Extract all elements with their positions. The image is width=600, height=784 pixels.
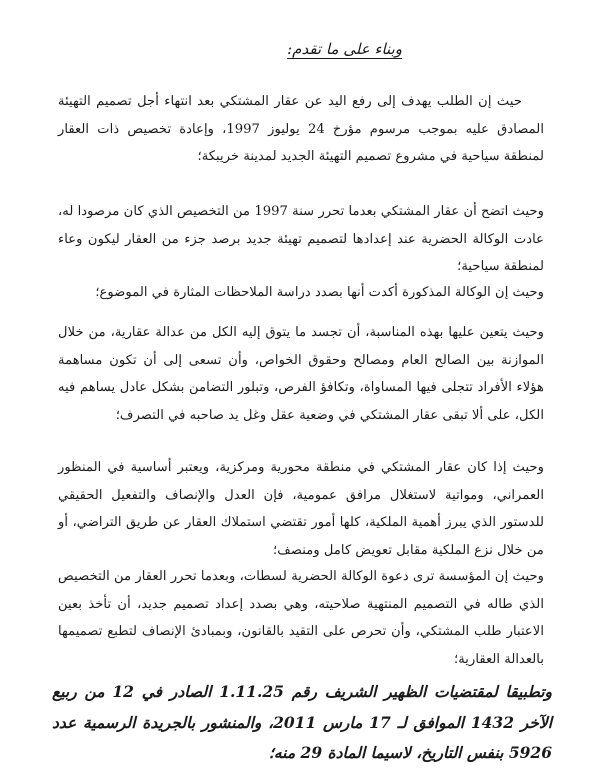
- section-heading: وبناء على ما تقدم:: [287, 40, 402, 58]
- paragraph-6: وحيث إن المؤسسة ترى دعوة الوكالة الحضرية لسطات، وبعدما تحرر العقار من التخصيص الذي طاله في التصميم المنتهية صلاحيته، وهي بصدد إعداد تصميم جديد، أن تأخذ بعين الاعتبار طلب المشتكي، وأن تحرص على التقيد بالقانون، وبمبادئ الإنصاف لتطبع تصميمها بالعدالة العقارية؛: [58, 569, 544, 667]
- paragraph-2: وحيث اتضح أن عقار المشتكي بعدما تحرر سنة 1997 من التخصيص الذي كان مرصودا له، عادت الوكالة الحضرية عند إعدادها لتصميم تهيئة جديد برصد جزء من العقار ليكون وعاء لمنطقة سياحية؛: [58, 204, 544, 274]
- paragraph-5: وحيث إذا كان عقار المشتكي في منطقة محورية ومركزية، ويعتبر أساسية في المنظور العمراني، ومواتية لاستغلال مرافق عمومية، فإن العدل والإنصاف والتفعيل الحقيقي للدستور الذي يبرز أهمية الملكية، كلها أمور تقتضي استملاك العقار عن طريق التراضي، أو من خلال نزع الملكية مقابل تعويض كامل ومنصف؛: [58, 460, 544, 558]
- paragraph-3: وحيث إن الوكالة المذكورة أكدت أنها بصدد دراسة الملاحظات المثارة في الموضوع؛: [95, 285, 544, 300]
- paragraph-4: وحيث يتعين عليها بهذه المناسبة، أن تجسد ما يتوق إليه الكل من عدالة عقارية، من خلال الموازنة بين الصالح العام ومصالح وحقوق الخواص، وأن تسعى إلى أن تكون مساهمة هؤلاء الأفراد تتجلى فيها المساواة، وتكافؤ الفرص، وتبلور التضامن بشكل عادل يساهم فيه الكل، على ألا تبقى عقار المشتكي في وضعية عقل وغل يد صاحبه في التصرف؛: [58, 325, 544, 423]
- paragraph-1: حيث إن الطلب يهدف إلى رفع اليد عن عقار المشتكي بعد انتهاء أجل تصميم التهيئة المصادق عليه بموجب مرسوم مؤرخ 24 يوليوز 1997، وإعادة تخصيص ذات العقار لمنطقة سياحية في مشروع تصميم التهيئة الجديد لمدينة خريبكة؛: [58, 94, 544, 164]
- closing-legal-reference: وتطبيقا لمقتضيات الظهير الشريف رقم 1.11.25 الصادر في 12 من ربيع الآخر 1432 الموافق لـ 17 مارس 2011، والمنشور بالجريدة الرسمية عدد 5926 بنفس التاريخ، لاسيما المادة 29 منه؛: [52, 682, 552, 762]
